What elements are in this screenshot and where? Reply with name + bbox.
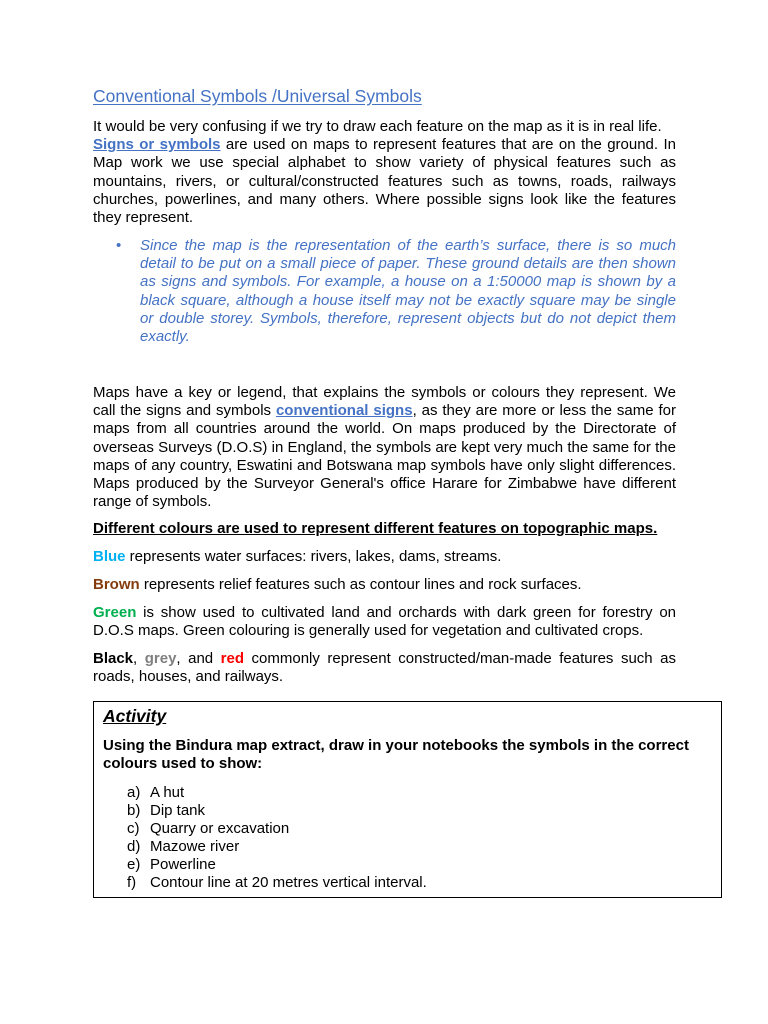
intro-text-end: are used on maps to represent features that are on the ground. In Map work we use special alphabet to show variety of physical features such as mountains, rivers, or cultural/constructed features such as towns, roads, railways churches, powerlines, and many others. Where possible signs look like the features they represent. — [93, 136, 676, 227]
green-paragraph — [93, 604, 676, 640]
list-marker: c) — [127, 820, 140, 838]
brown-paragraph — [93, 576, 676, 594]
list-item-text: Contour line at 20 metres vertical interval. — [150, 874, 427, 892]
page-title: Conventional Symbols /Universal Symbols — [93, 86, 422, 106]
list-marker: a) — [127, 784, 141, 801]
list-item-text: Powerline — [150, 856, 216, 874]
man-made-description: commonly represent constructed/man-made features such as roads, houses, and railways. — [93, 650, 677, 686]
activity-heading: Activity — [103, 706, 167, 726]
list-marker: f) — [127, 874, 137, 892]
activity-list — [103, 784, 427, 893]
brown-word: Brown — [93, 576, 140, 593]
list-item — [103, 874, 427, 892]
blue-description: represents water surfaces: rivers, lakes, dams, streams. — [125, 548, 502, 565]
activity-box — [93, 701, 722, 898]
list-marker: d) — [127, 838, 141, 856]
legend-text-start: Maps have a key or legend, that explains the symbols or colours they represent. We call the signs and symbols — [93, 384, 676, 420]
list-item-text: Dip tank — [150, 802, 206, 820]
bullet-text: • Since the map is the representation of the earth’s surface, there is so much detail to be put on a small piece of paper. These ground details are then shown as signs and symbols. For example, a house on a 1:50000 map is shown by a black square, although a house itself may not be exactly square may be single or double storey. Symbols, therefore, represent objects but do not depict them exactly. — [140, 237, 676, 346]
list-marker: b) — [127, 802, 141, 820]
legend-paragraph — [93, 384, 676, 511]
colours-subheading: Different colours are used to represent different features on topographic maps. — [93, 520, 658, 537]
list-item — [103, 856, 427, 874]
list-item-text: A hut — [150, 784, 185, 801]
blue-word: Blue — [93, 548, 126, 565]
intro-text-start: It would be very confusing if we try to draw each feature on the map as it is in real life. — [93, 118, 662, 135]
separator-1: , — [133, 650, 145, 667]
list-item — [103, 838, 427, 856]
intro-paragraph — [93, 118, 676, 227]
list-item — [103, 820, 427, 838]
list-marker: e) — [127, 856, 141, 874]
bullet-list — [116, 237, 676, 346]
red-word: red — [220, 650, 245, 667]
black-word: Black — [93, 650, 134, 667]
green-description: is show used to cultivated land and orchards with dark green for forestry on D.O.S maps. Green colouring is generally used for vegetation and cultivated crops. — [93, 604, 676, 640]
legend-text-end: , as they are more or less the same for maps from all countries around the world. On maps produced by the Directorate of overseas Surveys (D.O.S) in England, the symbols are kept very much the same for the maps of any country, Eswatini and Botswana map symbols have only slight differences. Maps produced by the Surveyor General's office Harare for Zimbabwe have different range of symbols. — [93, 402, 676, 511]
activity-instruction: Using the Bindura map extract, draw in your notebooks the symbols in the correct colours used to show: — [103, 737, 689, 773]
blue-paragraph — [93, 548, 676, 566]
list-item — [103, 784, 427, 802]
signs-or-symbols-term: Signs or symbols — [93, 136, 221, 154]
list-item-text: Quarry or excavation — [150, 820, 290, 838]
list-item-text: Mazowe river — [150, 838, 240, 856]
separator-2: , and — [176, 650, 221, 667]
green-word: Green — [93, 604, 137, 621]
list-item — [103, 802, 427, 820]
brown-description: represents relief features such as contour lines and rock surfaces. — [139, 576, 582, 593]
conventional-signs-term: conventional signs — [275, 402, 413, 420]
grey-word: grey — [144, 650, 177, 667]
black-grey-red-paragraph — [93, 650, 676, 686]
list-item — [116, 237, 676, 346]
